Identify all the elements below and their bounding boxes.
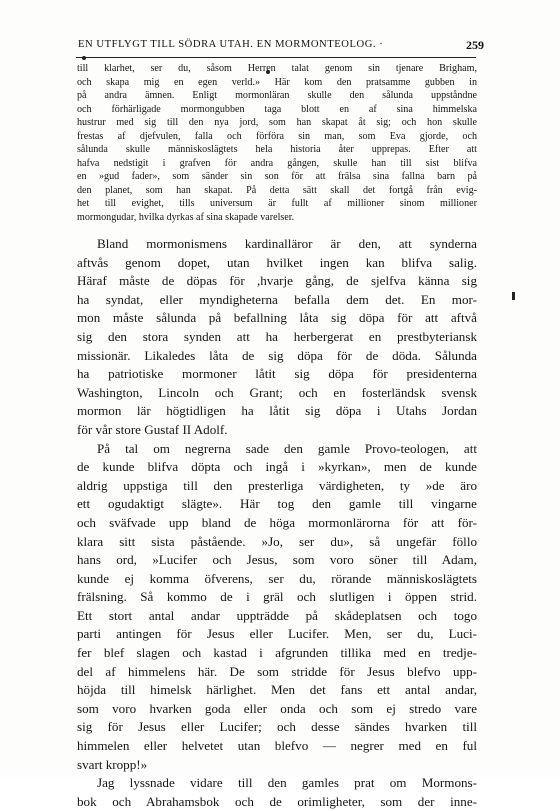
paragraph-line: Häraf måste de döpas för ,hvarje gång, de sjelfva känna sig — [77, 273, 477, 289]
paragraph-line: Bland mormonismens kardinalläror är den, att synderna — [97, 236, 477, 251]
paragraph-line: fer blef slagen och kastad i afgrunden tillika med en tredje- — [77, 645, 477, 661]
margin-mark — [512, 292, 515, 300]
paragraph-line: Washington, Lincoln och Grant; och en fosterländsk svensk — [77, 384, 477, 400]
paragraph-line: de kunde blifva döpta och ingå i »kyrkan», men de kunde — [77, 459, 477, 475]
paragraph-mormon-books — [77, 774, 477, 811]
footnote-line: hustrur med sig till den nya jord, som han skapat åt sig; och hon skulle — [77, 117, 477, 129]
footnote-line: hafva nedstigit i grafven för andra gången, skulle han till sist blifva — [77, 157, 477, 169]
footnote-line: frestas af djefvulen, falla och förföra sin man, som Eva gjorde, och — [77, 130, 477, 142]
paragraph-line: aftvås genom dopet, utan hvilket ingen kan blifva salig. — [77, 254, 477, 270]
paragraph-negroes — [77, 440, 477, 775]
running-header: EN UTFLYGT TILL SÖDRA UTAH. EN MORMONTEOLOG. · — [78, 39, 384, 50]
paragraph-line: himmelen eller helvetet utan blefvo — negrer med en ful — [77, 738, 477, 754]
paragraph-line: bok och Abrahamsbok och de orimligheter, som der inne- — [77, 793, 477, 809]
paragraph-line: ha syndat, eller myndigheterna befalla dem det. En mor- — [77, 291, 477, 307]
paragraph-line: På tal om negrerna sade den gamle Provo-teologen, att — [97, 440, 477, 456]
footnote-line: sålunda skulle människoslägtets hela historia åter upprepas. Efter att — [77, 144, 477, 156]
footnote-line: och skapa mig en egen verld.» Här kom den pratsamme gubben in — [77, 76, 477, 88]
paragraph-baptism — [77, 235, 477, 440]
paragraph-line: parti antingen för Jesus eller Lucifer. Men, ser du, Luci- — [77, 626, 477, 642]
page-number: 259 — [466, 38, 484, 52]
footnote-line: mormongudar, hvilka dyrkas af sina skapade varelser. — [77, 212, 295, 224]
paragraph-line: aldrig uppstiga till den presterliga värdigheten, ty »de äro — [77, 477, 477, 493]
footnote-block — [77, 62, 477, 225]
footnote-line: och förhärligade mormongubben taga blott en af sina himmelska — [77, 103, 477, 115]
paragraph-line: hans ord, »Lucifer och Jesus, som voro söner till Adam, — [77, 552, 477, 568]
footnote-line: den planet, som han skapat. På detta sätt skall det fortgå från evig- — [77, 184, 477, 196]
paragraph-line: Ett stort antal andar uppträdde på skådeplatsen och togo — [77, 607, 477, 623]
footnote-line: till klarhet, ser du, såsom Herren talat genom sin tjenare Brigham, — [77, 63, 477, 74]
footnote-line: het till evighet, tills universum är fullt af millioner sinom millioner — [77, 198, 477, 210]
paragraph-line: kunde ej komma öfverens, ser du, rörande människoslägtets — [77, 570, 477, 586]
paragraph-line: och sväfvade upp bland de höga mormonlärorna för att för- — [77, 514, 477, 530]
paragraph-line: för vår store Gustaf II Adolf. — [77, 421, 228, 437]
paragraph-line: ha patriotiske mormoner låtit sig döpa för presidenterna — [77, 366, 477, 382]
paragraph-line: ett ogudaktigt slägte». Här tog den gamle till vingarne — [77, 496, 477, 512]
paragraph-line: som voro hvarken goda eller onda och som ej stredo vare — [77, 700, 477, 716]
body-text — [77, 235, 477, 811]
paragraph-line: sig för Jesus eller Lucifer; och desse sändes hvarken till — [77, 719, 477, 735]
paragraph-line: sig den stora synden att ha herbergerat en prestbyteriansk — [77, 328, 477, 344]
paragraph-line: svart kropp!» — [77, 756, 148, 772]
header-rule — [76, 57, 476, 58]
paragraph-line: missionär. Likaledes låta de sig döpa för de döda. Sålunda — [77, 347, 477, 363]
footnote-line: en »gud fader», som sänder sin son för att frälsa sina fallna barn på — [77, 171, 477, 183]
paragraph-line: klara sitt sista påstående. »Jo, ser du», så ungefär föllo — [77, 533, 477, 549]
paragraph-line: frälsning. Så kommo de i gräl och slutligen i öppen strid. — [77, 589, 477, 605]
footnote-line: på andra ämnen. Enligt mormonläran skulle den sålunda uppståndne — [77, 90, 477, 102]
paragraph-line: Jag lyssnade vidare till den gamles prat om Mormons- — [97, 775, 477, 791]
paragraph-line: höjda till himelsk härlighet. Men det fans ett antal andar, — [77, 682, 477, 698]
paragraph-line: mormon lär högtidligen ha låtit sig döpa i Utahs Jordan — [77, 403, 477, 419]
paragraph-line: del af himmelens här. De som stridde för Jesus blefvo upp- — [77, 663, 477, 679]
paragraph-line: mon måste sålunda på befallning låta sig döpa för att aftvå — [77, 310, 477, 326]
ink-speck — [82, 56, 86, 60]
